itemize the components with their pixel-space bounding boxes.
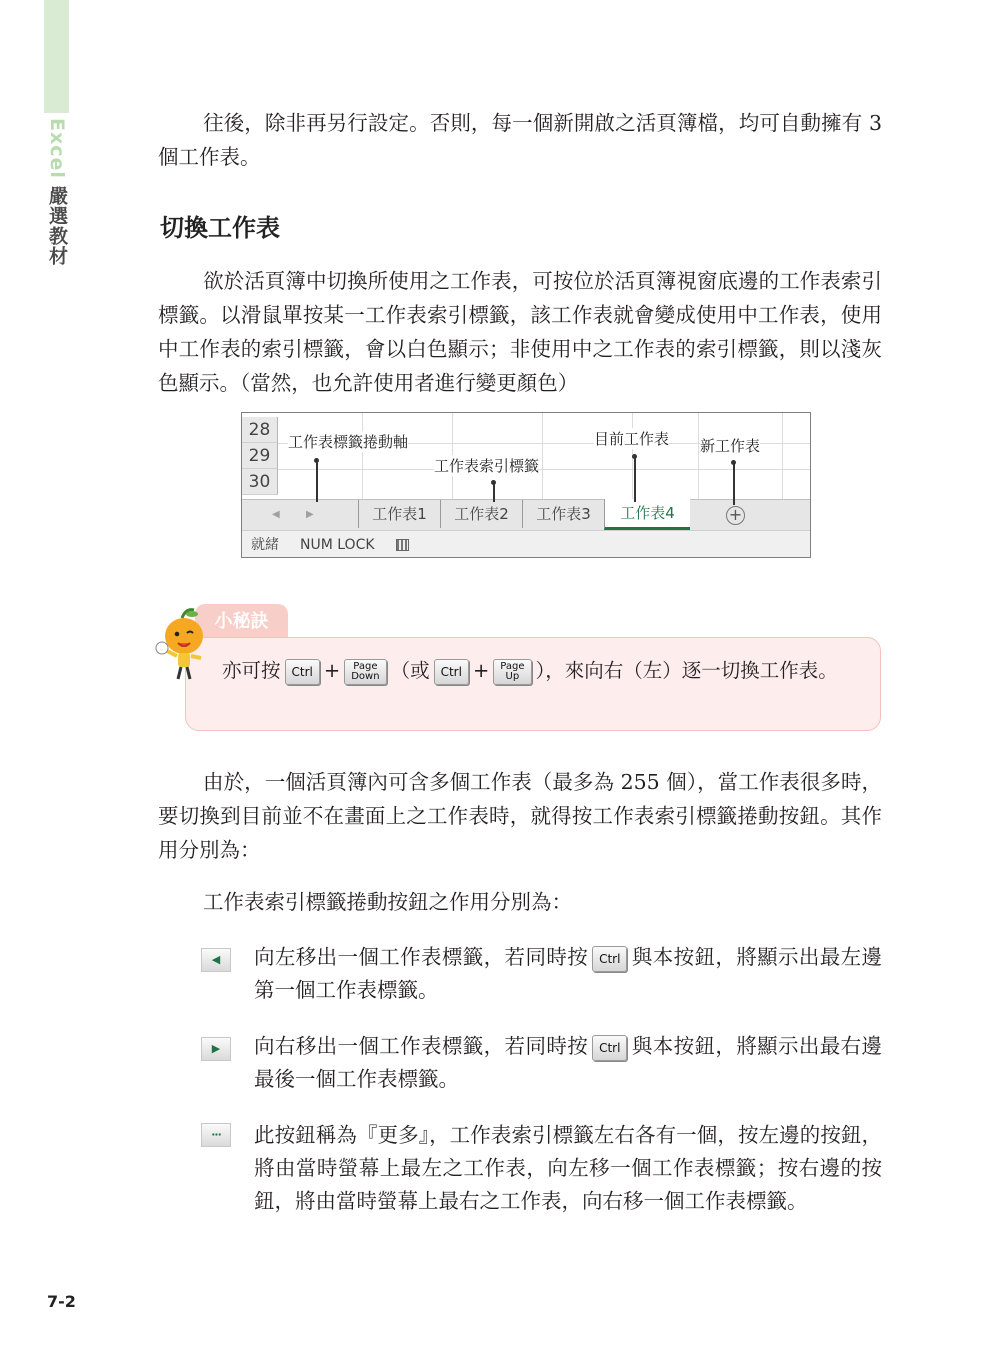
tip-label: 小秘訣 — [195, 604, 288, 640]
bullet-3-text: 此按鈕稱為『更多』，工作表索引標籤左右各有一個，按左邊的按鈕，將由當時螢幕上最左之工作表，向左移一個工作表標籤；按右邊的按鈕，將由當時螢幕上最右之工作表，向右移一個工作表標籤。 — [254, 1123, 882, 1213]
callout-index: 工作表索引標籤 — [434, 457, 540, 475]
macro-record-icon[interactable] — [396, 539, 409, 551]
tip-text-b: （或 — [390, 659, 430, 682]
sheet-tab[interactable]: 工作表3 — [522, 500, 604, 528]
sheet-tab[interactable]: 工作表1 — [358, 500, 440, 528]
paragraph-3-text: 由於，一個活頁簿內可含多個工作表（最多為 255 個），當工作表很多時，要切換到目前並不在畫面上之工作表時，就得按工作表索引標籤捲動按鈕。其作用分別為： — [158, 770, 882, 862]
plus-sign: + — [323, 659, 341, 682]
paragraph-3 — [158, 765, 882, 867]
ctrl-key: Ctrl — [592, 946, 627, 972]
callout-pin — [493, 482, 495, 502]
ctrl-key: Ctrl — [434, 659, 469, 685]
status-bar — [242, 530, 810, 558]
paragraph-4 — [158, 885, 882, 919]
excel-sheet-tabs-figure — [241, 412, 811, 558]
scroll-right-icon[interactable]: ▶ — [306, 509, 314, 520]
bullet-2-text-a: 向右移出一個工作表標籤，若同時按 — [254, 1034, 589, 1058]
paragraph-1-text: 往後，除非再另行設定。否則，每一個新開啟之活頁簿檔，均可自動擁有 3 個工作表。 — [158, 111, 882, 169]
page-number: 7-2 — [47, 1292, 76, 1311]
sheet-tab-bar — [242, 499, 810, 530]
bullet-1-text-b: 與本按鈕，將顯示出最左邊第一個工作表標籤。 — [254, 945, 883, 1002]
page-up-key-line2: Up — [505, 670, 520, 682]
callout-pin — [733, 462, 735, 505]
callout-pin — [634, 456, 636, 502]
page-down-key-line2: Down — [351, 670, 380, 682]
bullet-2-text-b: 與本按鈕，將顯示出最右邊最後一個工作表標籤。 — [254, 1034, 883, 1091]
more-button-icon: ··· — [201, 1123, 231, 1147]
scroll-left-button-icon: ◀ — [201, 948, 231, 972]
paragraph-1 — [158, 106, 882, 174]
row-number: 30 — [242, 469, 278, 495]
bullet-3 — [254, 1119, 882, 1218]
grid-line — [542, 413, 543, 499]
paragraph-2-text: 欲於活頁簿中切換所使用之工作表，可按位於活頁簿視窗底邊的工作表索引標籤。以滑鼠單按某一工作表索引標籤，該工作表就會變成使用中工作表，使用中工作表的索引標籤，會以白色顯示；非使用中之工作表的索引標籤，則以淺灰色顯示。（當然，也允許使用者進行變更顏色） — [158, 269, 882, 395]
page-up-key — [493, 659, 531, 685]
grid-line — [278, 469, 810, 470]
tip-text-c: ），來向右（左）逐一切換工作表。 — [535, 659, 838, 682]
ctrl-key: Ctrl — [285, 659, 320, 685]
row-number: 29 — [242, 443, 278, 469]
ctrl-key: Ctrl — [592, 1035, 627, 1061]
sheet-tab-active[interactable]: 工作表4 — [604, 499, 690, 530]
callout-pin — [316, 460, 318, 502]
bullet-1 — [254, 941, 882, 1007]
page-down-key-line1: Page — [353, 660, 378, 672]
scroll-left-icon[interactable]: ◀ — [272, 509, 280, 520]
scroll-right-button-icon: ▶ — [201, 1037, 231, 1061]
bullet-1-text-a: 向左移出一個工作表標籤，若同時按 — [254, 945, 589, 969]
tip-text — [222, 655, 872, 687]
sidebar-book-label: Excel — [46, 118, 68, 179]
status-numlock: NUM LOCK — [300, 537, 375, 553]
page-down-key — [344, 659, 386, 685]
grid-line — [698, 413, 699, 499]
sidebar-book-title: 嚴選教材 — [46, 186, 68, 266]
status-ready: 就緒 — [251, 537, 279, 553]
paragraph-2 — [158, 264, 882, 400]
paragraph-4-text: 工作表索引標籤捲動按鈕之作用分別為： — [203, 890, 572, 914]
section-heading — [158, 208, 284, 246]
callout-current: 目前工作表 — [594, 430, 670, 448]
page-up-key-line1: Page — [500, 660, 525, 672]
plus-sign: + — [472, 659, 490, 682]
grid-line — [362, 413, 363, 499]
tip-text-a: 亦可按 — [222, 659, 281, 682]
section-heading-text: 切換工作表 — [160, 214, 280, 242]
bullet-2 — [254, 1030, 882, 1096]
grid-line — [782, 413, 783, 499]
orange-mascot-icon — [146, 606, 216, 682]
sheet-tab[interactable]: 工作表2 — [440, 500, 522, 528]
callout-new: 新工作表 — [700, 437, 761, 455]
sidebar-color-band — [44, 0, 69, 113]
row-number: 28 — [242, 417, 278, 443]
callout-scroll: 工作表標籤捲動軸 — [288, 433, 409, 451]
new-sheet-plus-icon[interactable]: + — [726, 506, 745, 525]
